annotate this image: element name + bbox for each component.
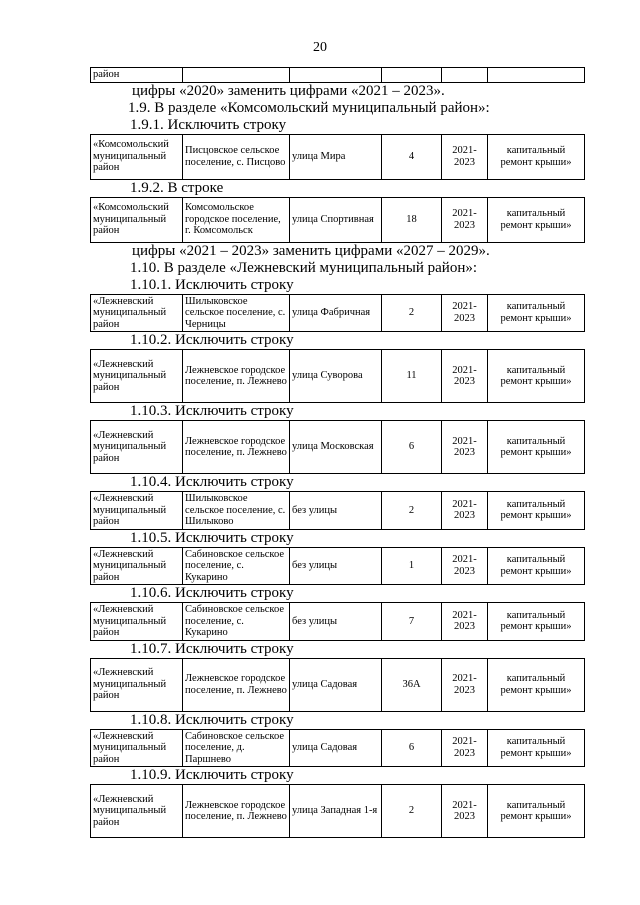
instruction-replace-2021: цифры «2021 – 2023» заменить цифрами «2027 – 2029». <box>132 242 490 259</box>
cell-years: 2021- 2023 <box>442 547 488 585</box>
cell-settlement: Лежневское городское поселение, п. Лежнево <box>183 658 290 711</box>
table-row <box>91 547 585 585</box>
cell-settlement: Лежневское городское поселение, п. Лежнево <box>183 421 290 474</box>
cell-district: «Лежневский муниципальный район <box>91 785 183 838</box>
cell-district: «Комсомольский муниципальный район <box>91 197 183 242</box>
table-excluded-row <box>90 547 585 586</box>
cell-district: «Лежневский муниципальный район <box>91 547 183 585</box>
cell-street: без улицы <box>290 603 382 641</box>
table-row-1-9-1 <box>90 134 585 180</box>
table-continuation <box>90 67 585 83</box>
cell-number: 6 <box>382 729 442 767</box>
cell-years: 2021- 2023 <box>442 603 488 641</box>
cell-work: капитальный ремонт крыши» <box>488 729 585 767</box>
cell-street: улица Мира <box>290 134 382 179</box>
cell-settlement: Шилыковское сельское поселение, с. Шилыково <box>183 492 290 530</box>
table-row <box>91 294 585 332</box>
cell-district: «Лежневский муниципальный район <box>91 658 183 711</box>
cell-work: капитальный ремонт крыши» <box>488 350 585 403</box>
cell-number: 1 <box>382 547 442 585</box>
table-row <box>91 603 585 641</box>
section-heading: 1.10.4. Исключить строку <box>130 474 294 490</box>
cell-district: «Лежневский муниципальный район <box>91 492 183 530</box>
section-1-9-1: 1.9.1. Исключить строку <box>130 116 287 133</box>
cell-number: 4 <box>382 134 442 179</box>
cell-years: 2021- 2023 <box>442 350 488 403</box>
cell-number: 36А <box>382 658 442 711</box>
cell-street: улица Московская <box>290 421 382 474</box>
section-heading: 1.10.3. Исключить строку <box>130 403 294 419</box>
cell-work: капитальный ремонт крыши» <box>488 603 585 641</box>
table-row-1-9-2 <box>90 197 585 243</box>
cell-district: «Лежневский муниципальный район <box>91 729 183 767</box>
table-row <box>91 421 585 474</box>
cell-district: «Лежневский муниципальный район <box>91 350 183 403</box>
cell-district: «Лежневский муниципальный район <box>91 421 183 474</box>
table-row <box>91 785 585 838</box>
cell-work: капитальный ремонт крыши» <box>488 547 585 585</box>
table-row <box>91 658 585 711</box>
section-1-9-2: 1.9.2. В строке <box>130 179 224 196</box>
cell-number: 11 <box>382 350 442 403</box>
cell-number: 7 <box>382 603 442 641</box>
table-row <box>91 197 585 242</box>
table-excluded-row <box>90 784 585 838</box>
cell-work: капитальный ремонт крыши» <box>488 492 585 530</box>
cell-years: 2021- 2023 <box>442 658 488 711</box>
cell-settlement: Сабиновское сельское поселение, д. Паршнево <box>183 729 290 767</box>
cell-district: «Комсомольский муниципальный район <box>91 134 183 179</box>
section-heading: 1.10.1. Исключить строку <box>130 276 294 293</box>
table-row <box>91 729 585 767</box>
section-heading: 1.10.6. Исключить строку <box>130 585 294 601</box>
cell-work: капитальный ремонт крыши» <box>488 658 585 711</box>
cell-work: капитальный ремонт крыши» <box>488 294 585 332</box>
cell-years: 2021- 2023 <box>442 421 488 474</box>
cell-number: 2 <box>382 785 442 838</box>
cell-settlement: Шилыковское сельское поселение, с. Черницы <box>183 294 290 332</box>
section-heading: 1.10.8. Исключить строку <box>130 711 294 728</box>
cell-work: капитальный ремонт крыши» <box>488 134 585 179</box>
table-excluded-row <box>90 349 585 403</box>
cell-district: район <box>91 68 183 83</box>
cell-street: улица Фабричная <box>290 294 382 332</box>
cell-work: капитальный ремонт крыши» <box>488 197 585 242</box>
cell-district: «Лежневский муниципальный район <box>91 294 183 332</box>
section-1-10-rows <box>90 277 584 839</box>
table-excluded-row <box>90 491 585 530</box>
cell-settlement: Сабиновское сельское поселение, с. Кукарино <box>183 603 290 641</box>
section-heading: 1.10.2. Исключить строку <box>130 332 294 348</box>
instruction-replace-2020: цифры «2020» заменить цифрами «2021 – 2023». <box>132 82 445 99</box>
section-1-10: 1.10. В разделе «Лежневский муниципальный район»: <box>130 259 478 276</box>
table-excluded-row <box>90 658 585 712</box>
section-1-9: 1.9. В разделе «Комсомольский муниципальный район»: <box>128 99 490 116</box>
section-heading: 1.10.5. Исключить строку <box>130 529 294 546</box>
cell-number: 18 <box>382 197 442 242</box>
document-body <box>90 67 584 838</box>
cell-years: 2021- 2023 <box>442 492 488 530</box>
page-number: 20 <box>313 40 327 55</box>
table-row <box>91 350 585 403</box>
cell-years: 2021- 2023 <box>442 197 488 242</box>
cell-work: капитальный ремонт крыши» <box>488 785 585 838</box>
cell-street: улица Садовая <box>290 658 382 711</box>
cell-settlement: Лежневское городское поселение, п. Лежнево <box>183 350 290 403</box>
table-row <box>91 134 585 179</box>
cell-street: улица Спортивная <box>290 197 382 242</box>
cell-street: без улицы <box>290 492 382 530</box>
cell-number: 2 <box>382 294 442 332</box>
cell-street: без улицы <box>290 547 382 585</box>
cell-number: 6 <box>382 421 442 474</box>
cell-street: улица Суворова <box>290 350 382 403</box>
cell-district: «Лежневский муниципальный район <box>91 603 183 641</box>
cell-years: 2021- 2023 <box>442 785 488 838</box>
cell-years: 2021- 2023 <box>442 729 488 767</box>
cell-settlement: Лежневское городское поселение, п. Лежнево <box>183 785 290 838</box>
cell-work: капитальный ремонт крыши» <box>488 421 585 474</box>
cell-years: 2021- 2023 <box>442 294 488 332</box>
table-excluded-row <box>90 729 585 768</box>
table-excluded-row <box>90 602 585 641</box>
cell-street: улица Садовая <box>290 729 382 767</box>
cell-street: улица Западная 1-я <box>290 785 382 838</box>
section-heading: 1.10.7. Исключить строку <box>130 640 294 657</box>
cell-number: 2 <box>382 492 442 530</box>
table-row <box>91 492 585 530</box>
table-excluded-row <box>90 294 585 333</box>
cell-settlement: Комсомольское городское поселение, г. Комсомольск <box>183 197 290 242</box>
table-excluded-row <box>90 420 585 474</box>
cell-settlement: Сабиновское сельское поселение, с. Кукарино <box>183 547 290 585</box>
cell-settlement: Писцовское сельское поселение, с. Писцово <box>183 134 290 179</box>
cell-years: 2021- 2023 <box>442 134 488 179</box>
section-heading: 1.10.9. Исключить строку <box>130 767 294 783</box>
